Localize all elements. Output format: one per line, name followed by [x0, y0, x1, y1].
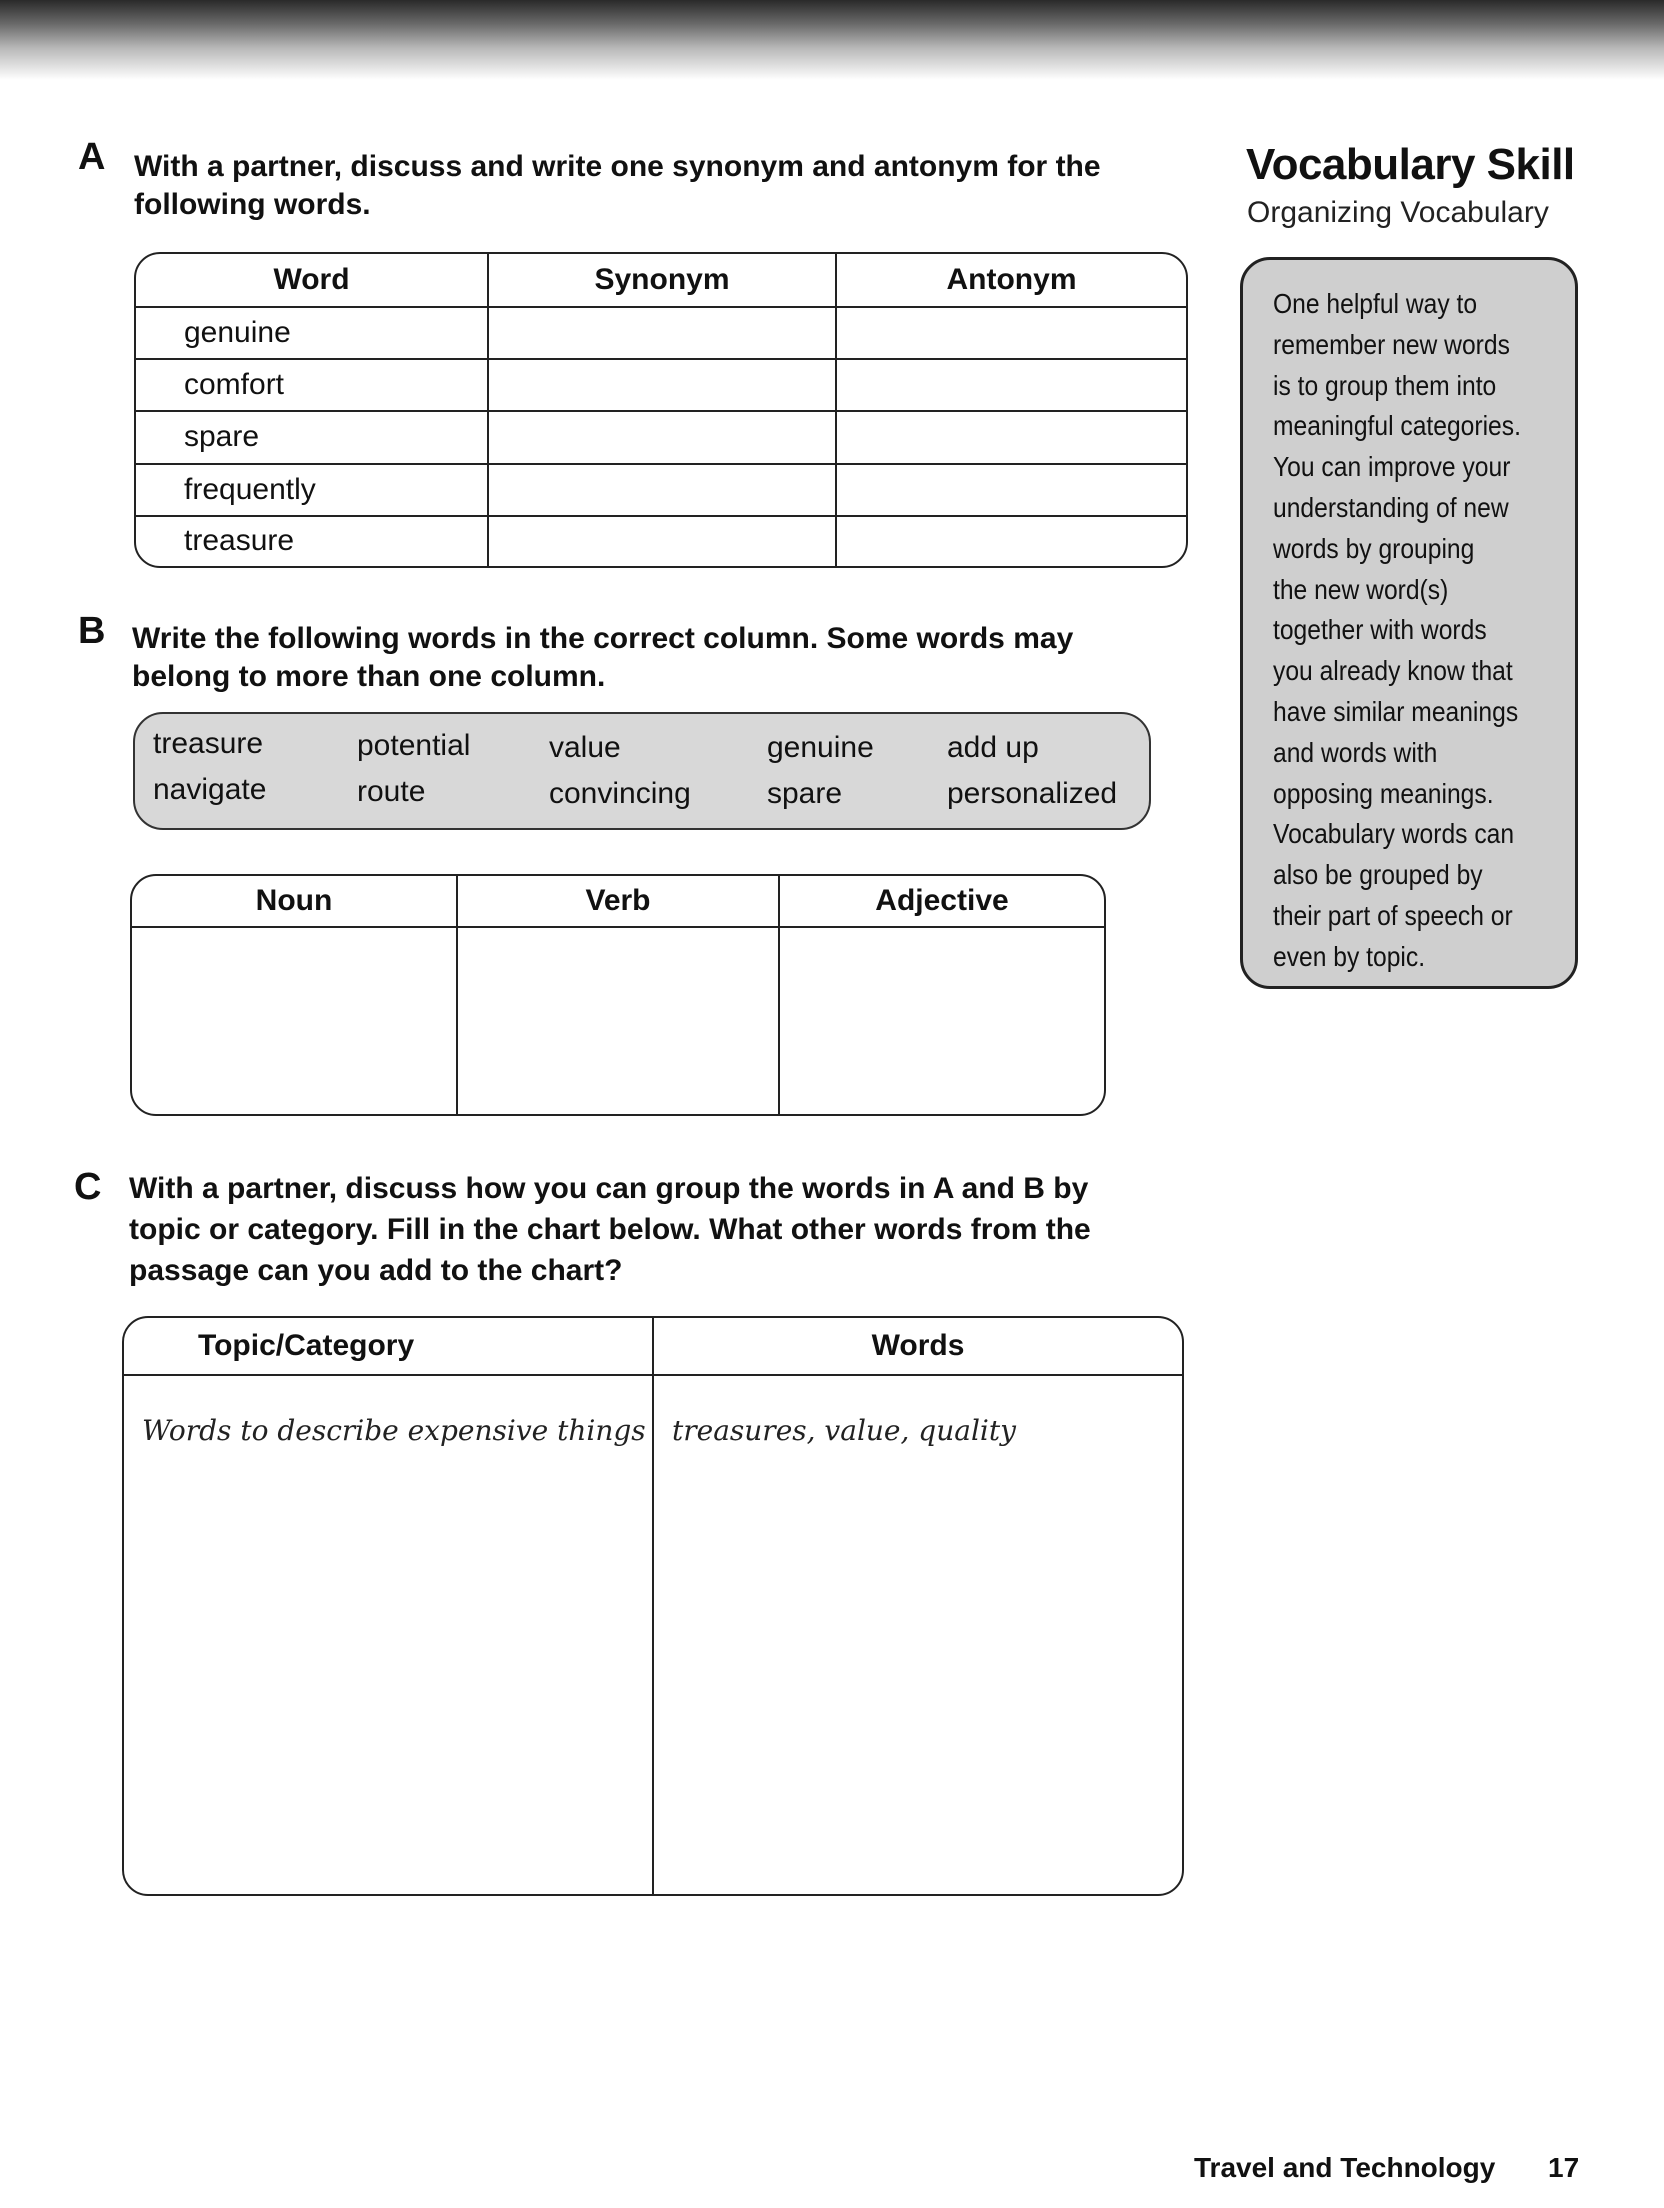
antonym-cell[interactable]: [837, 412, 1186, 464]
bank-word: navigate: [153, 773, 267, 806]
verb-cell[interactable]: [458, 928, 780, 1114]
synonym-cell[interactable]: [489, 360, 837, 412]
header-verb: Verb: [458, 876, 780, 928]
synonym-cell[interactable]: [489, 517, 837, 566]
bank-word: convincing: [549, 777, 691, 810]
section-b-letter: B: [78, 610, 106, 652]
parts-of-speech-table: [130, 874, 1106, 1116]
header-noun: Noun: [132, 876, 458, 928]
sidebar-line: understanding of new: [1273, 491, 1509, 523]
sidebar-line: words by grouping: [1273, 532, 1475, 564]
word-cell: comfort: [136, 360, 489, 412]
topic-example: Words to describe expensive things: [142, 1414, 646, 1447]
page-number: 17: [1548, 2152, 1580, 2183]
word-cell: spare: [136, 412, 489, 464]
topic-category-table: [122, 1316, 1184, 1896]
synonym-cell[interactable]: [489, 465, 837, 517]
sidebar-subtitle: Organizing Vocabulary: [1247, 196, 1549, 229]
sidebar-line: the new word(s): [1273, 573, 1449, 605]
sidebar-line: have similar meanings: [1273, 695, 1519, 727]
bank-word: route: [357, 775, 426, 808]
word-bank: [133, 712, 1151, 830]
antonym-cell[interactable]: [837, 517, 1186, 566]
sidebar-line: One helpful way to: [1273, 288, 1478, 319]
section-a-instruction: With a partner, discuss and write one synonym and antonym for the following words.: [134, 150, 1101, 221]
header-synonym: Synonym: [489, 254, 837, 308]
sidebar-line: remember new words: [1273, 328, 1510, 360]
bank-word: genuine: [767, 731, 874, 764]
adjective-cell[interactable]: [780, 928, 1104, 1114]
word-cell: treasure: [136, 517, 489, 566]
header-adjective: Adjective: [780, 876, 1104, 928]
section-a-letter: A: [78, 136, 106, 178]
sidebar-line: you already know that: [1273, 655, 1513, 687]
section-b-instruction: Write the following words in the correct column. Some words may belong to more than one column.: [132, 622, 1074, 693]
words-example: treasures, value, quality: [672, 1414, 1016, 1447]
section-c-letter: C: [74, 1166, 102, 1208]
sidebar-line: You can improve your: [1273, 451, 1511, 483]
antonym-cell[interactable]: [837, 465, 1186, 517]
synonym-cell[interactable]: [489, 308, 837, 360]
sidebar-line: and words with: [1273, 736, 1438, 768]
synonym-cell[interactable]: [489, 412, 837, 464]
sidebar-line: meaningful categories.: [1273, 410, 1521, 442]
section-c-instruction: With a partner, discuss how you can group the words in A and B by topic or category. Fill in the chart below. What other words from the passage can you add to the chart?: [129, 1172, 1091, 1287]
word-cell: genuine: [136, 308, 489, 360]
words-cell[interactable]: [654, 1376, 1182, 1894]
synonym-antonym-table: [134, 252, 1188, 568]
header-topic-category: Topic/Category: [124, 1318, 654, 1376]
bank-word: add up: [947, 731, 1039, 764]
sidebar-line: is to group them into: [1273, 369, 1497, 401]
header-words: Words: [654, 1318, 1182, 1376]
topic-cell[interactable]: [124, 1376, 654, 1894]
sidebar-line: their part of speech or: [1273, 899, 1513, 931]
bank-word: potential: [357, 729, 471, 762]
vocabulary-skill-box: [1240, 257, 1578, 989]
sidebar-title: Vocabulary Skill: [1246, 140, 1575, 189]
noun-cell[interactable]: [132, 928, 458, 1114]
antonym-cell[interactable]: [837, 308, 1186, 360]
sidebar-line: even by topic.: [1273, 940, 1426, 972]
bank-word: value: [549, 731, 621, 764]
antonym-cell[interactable]: [837, 360, 1186, 412]
word-cell: frequently: [136, 465, 489, 517]
sidebar-line: together with words: [1273, 614, 1487, 646]
footer-unit-title: Travel and Technology: [1194, 2152, 1496, 2183]
sidebar-line: also be grouped by: [1273, 859, 1483, 891]
bank-word: spare: [767, 777, 843, 810]
sidebar-line: opposing meanings.: [1273, 777, 1494, 809]
header-word: Word: [136, 254, 489, 308]
bank-word: personalized: [947, 777, 1118, 810]
bank-word: treasure: [153, 727, 264, 760]
sidebar-line: Vocabulary words can: [1273, 818, 1515, 850]
header-antonym: Antonym: [837, 254, 1186, 308]
scan-shadow: [0, 0, 1664, 80]
